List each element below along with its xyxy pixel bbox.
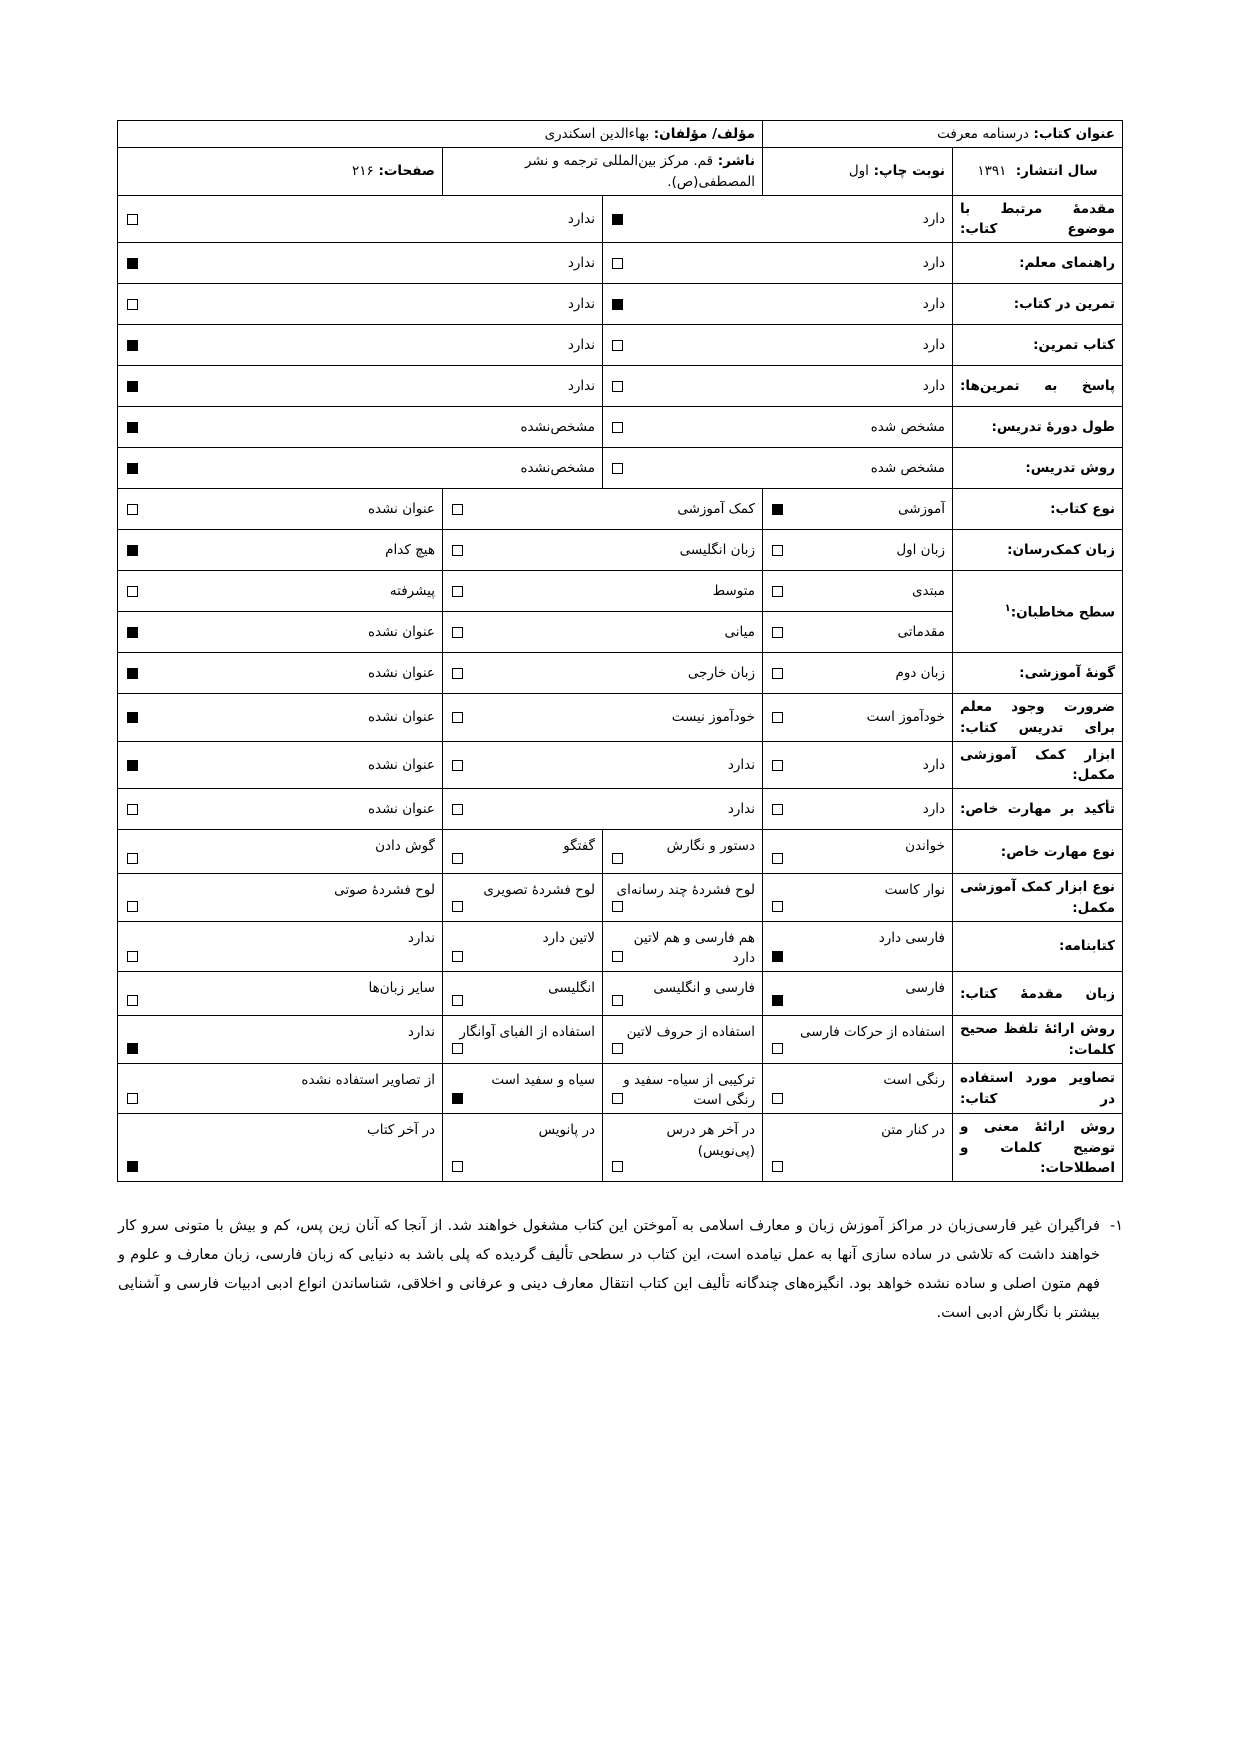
option-label: خودآموز است — [866, 709, 945, 726]
table-row — [117, 366, 1122, 407]
row-label — [953, 1063, 1123, 1114]
table-row — [117, 1114, 1122, 1182]
option-label: استفاده از حرکات فارسی — [800, 1024, 945, 1041]
checkbox-checked-icon[interactable] — [127, 340, 138, 351]
checkbox-checked-icon[interactable] — [127, 1043, 138, 1054]
option-label: ندارد — [567, 337, 595, 354]
row-label — [953, 789, 1123, 830]
option-label: میانی — [724, 624, 755, 641]
option-cell — [602, 448, 952, 489]
pages-value: ۲۱۶ — [351, 163, 374, 180]
option-cell — [117, 1114, 442, 1182]
publication-year-cell — [953, 148, 1123, 196]
option-label: مشخص شده — [870, 460, 945, 477]
option-cell — [602, 325, 952, 366]
option-cell — [442, 530, 762, 571]
book-author-label: مؤلف/ مؤلفان: — [653, 126, 755, 142]
option-label: انگلیسی — [548, 980, 595, 997]
row-label-text: تصاویر مورد استفاده در کتاب: — [960, 1070, 1115, 1107]
row-label-text: ابزار کمک آموزشی مکمل: — [960, 746, 1115, 783]
option-cell — [762, 489, 952, 530]
option-cell — [442, 830, 602, 874]
row-label — [953, 448, 1123, 489]
checkbox-checked-icon[interactable] — [612, 214, 623, 225]
option-cell — [762, 612, 952, 653]
checkbox-icon[interactable] — [127, 901, 138, 912]
option-label: مشخص‌نشده — [520, 460, 595, 477]
option-cell — [762, 741, 952, 789]
row-label — [953, 243, 1123, 284]
option-label: ندارد — [567, 378, 595, 395]
footnote-block — [118, 1212, 1123, 1328]
option-label: نوار کاست — [884, 882, 945, 899]
checkbox-icon[interactable] — [772, 1093, 783, 1104]
option-cell — [602, 284, 952, 325]
option-label: زبان خارجی — [687, 665, 755, 682]
checkbox-icon[interactable] — [452, 760, 463, 771]
option-cell — [442, 972, 602, 1016]
option-cell — [762, 1016, 952, 1064]
option-cell — [442, 1114, 602, 1182]
option-label: در کنار متن — [881, 1122, 945, 1139]
table-row — [117, 243, 1122, 284]
footnote-marker: ۱- — [1109, 1218, 1123, 1234]
option-label: رنگی است — [883, 1071, 945, 1088]
table-row — [117, 789, 1122, 830]
checkbox-icon[interactable] — [452, 901, 463, 912]
option-label: ندارد — [567, 255, 595, 272]
option-cell — [117, 741, 442, 789]
option-label: متوسط — [712, 583, 755, 600]
option-cell — [117, 571, 442, 612]
checkbox-icon[interactable] — [612, 381, 623, 392]
row-label — [953, 921, 1123, 972]
option-label: عنوان نشده — [367, 756, 435, 773]
checkbox-icon[interactable] — [452, 504, 463, 515]
option-label: زبان اول — [896, 542, 945, 559]
checkbox-icon[interactable] — [452, 995, 463, 1006]
row-label — [953, 407, 1123, 448]
option-cell — [442, 694, 762, 742]
row-label-text: نوع ابزار کمک آموزشی مکمل: — [960, 879, 1115, 916]
publisher-cell — [442, 148, 762, 196]
option-cell — [602, 195, 952, 243]
option-label: عنوان نشده — [367, 501, 435, 518]
row-label-text: روش تدریس: — [1025, 460, 1115, 477]
option-cell — [117, 653, 442, 694]
row-label-text: تمرین در کتاب: — [1013, 296, 1115, 313]
option-cell — [602, 830, 762, 874]
option-label: خواندن — [905, 838, 945, 855]
row-label — [953, 571, 1123, 653]
table-row — [117, 407, 1122, 448]
option-label: سیاه و سفید است — [491, 1071, 595, 1088]
option-label: استفاده از حروف لاتین — [626, 1024, 755, 1041]
option-label: در آخر هر درس (پی‌نویس) — [666, 1122, 755, 1159]
table-row — [117, 741, 1122, 789]
table-body — [117, 121, 1122, 1182]
checkbox-icon[interactable] — [452, 853, 463, 864]
option-label: ترکیبی از سیاه- سفید و رنگی است — [623, 1071, 755, 1108]
print-edition-cell — [762, 148, 952, 196]
row-label — [953, 530, 1123, 571]
row-label-text: راهنمای معلم: — [1019, 255, 1115, 272]
option-cell — [762, 789, 952, 830]
row-label-text: سطح مخاطبان: — [1010, 604, 1115, 621]
option-label: ندارد — [727, 801, 755, 818]
checkbox-icon[interactable] — [772, 853, 783, 864]
row-label-text: روش ارائهٔ تلفظ صحیح کلمات: — [960, 1021, 1115, 1058]
checkbox-checked-icon[interactable] — [127, 463, 138, 474]
option-cell — [442, 612, 762, 653]
table-row — [117, 489, 1122, 530]
row-label-text: تأکید بر مهارت خاص: — [960, 801, 1115, 818]
row-label — [953, 741, 1123, 789]
checkbox-icon[interactable] — [127, 1093, 138, 1104]
option-cell — [117, 325, 602, 366]
option-cell — [442, 1063, 602, 1114]
option-label: مقدماتی — [897, 624, 945, 641]
checkbox-checked-icon[interactable] — [127, 760, 138, 771]
checkbox-icon[interactable] — [772, 668, 783, 679]
option-cell — [602, 921, 762, 972]
table-row — [117, 530, 1122, 571]
book-profile-table — [117, 120, 1123, 1182]
option-cell — [762, 694, 952, 742]
option-cell — [117, 448, 602, 489]
option-label: دارد — [922, 801, 945, 818]
option-cell — [117, 1016, 442, 1064]
checkbox-icon[interactable] — [612, 1043, 623, 1054]
checkbox-icon[interactable] — [127, 504, 138, 515]
option-label: دارد — [922, 296, 945, 313]
row-label-text: روش ارائهٔ معنی و توضیح کلمات و اصطلاحات: — [960, 1119, 1115, 1176]
book-title-cell — [762, 121, 1122, 148]
option-cell — [442, 874, 602, 922]
publisher-label: ناشر: — [717, 153, 755, 170]
checkbox-icon[interactable] — [612, 340, 623, 351]
checkbox-checked-icon[interactable] — [772, 951, 783, 962]
option-cell — [117, 489, 442, 530]
option-label: لاتین دارد — [542, 929, 595, 946]
option-cell — [117, 243, 602, 284]
pages-cell — [117, 148, 442, 196]
checkbox-icon[interactable] — [612, 901, 623, 912]
checkbox-icon[interactable] — [772, 1161, 783, 1172]
header-row-publication — [117, 148, 1122, 196]
book-title-value: درسنامه معرفت — [937, 126, 1029, 142]
checkbox-checked-icon[interactable] — [127, 712, 138, 723]
table-row — [117, 448, 1122, 489]
option-label: مشخص‌نشده — [520, 419, 595, 436]
option-cell — [762, 972, 952, 1016]
checkbox-icon[interactable] — [127, 804, 138, 815]
checkbox-icon[interactable] — [772, 627, 783, 638]
checkbox-checked-icon[interactable] — [772, 504, 783, 515]
option-label: دارد — [922, 337, 945, 354]
checkbox-icon[interactable] — [612, 258, 623, 269]
checkbox-checked-icon[interactable] — [452, 1093, 463, 1104]
option-label: ندارد — [567, 210, 595, 227]
row-label — [953, 1114, 1123, 1182]
checkbox-checked-icon[interactable] — [772, 995, 783, 1006]
table-row — [117, 972, 1122, 1016]
option-label: استفاده از الفبای آوانگار — [459, 1024, 595, 1041]
option-label: زبان انگلیسی — [679, 542, 755, 559]
checkbox-icon[interactable] — [452, 951, 463, 962]
option-cell — [117, 612, 442, 653]
option-cell — [762, 571, 952, 612]
option-label: لوح فشردهٔ تصویری — [483, 882, 595, 899]
checkbox-icon[interactable] — [612, 951, 623, 962]
checkbox-icon[interactable] — [452, 804, 463, 815]
option-label: فارسی و انگلیسی — [653, 980, 755, 997]
option-cell — [117, 284, 602, 325]
option-cell — [117, 921, 442, 972]
publication-year-value: ۱۳۹۱ — [977, 163, 1007, 180]
checkbox-icon[interactable] — [772, 760, 783, 771]
checkbox-icon[interactable] — [452, 627, 463, 638]
checkbox-icon[interactable] — [127, 214, 138, 225]
table-row — [117, 1016, 1122, 1064]
row-label — [953, 489, 1123, 530]
checkbox-icon[interactable] — [452, 586, 463, 597]
row-label-text: ضرورت وجود معلم برای تدریس کتاب: — [960, 699, 1115, 736]
table-row — [117, 195, 1122, 243]
row-label-text: طول دورهٔ تدریس: — [991, 419, 1115, 436]
option-label: پیشرفته — [389, 583, 435, 600]
row-label — [953, 830, 1123, 874]
checkbox-checked-icon[interactable] — [127, 258, 138, 269]
option-cell — [117, 407, 602, 448]
option-cell — [762, 653, 952, 694]
option-label: در آخر کتاب — [367, 1122, 435, 1139]
option-label: فارسی دارد — [878, 929, 945, 946]
option-cell — [762, 874, 952, 922]
row-label-text: کتاب تمرین: — [1033, 337, 1115, 354]
checkbox-icon[interactable] — [452, 712, 463, 723]
option-label: لوح فشردهٔ صوتی — [334, 882, 435, 899]
checkbox-checked-icon[interactable] — [127, 545, 138, 556]
option-cell — [117, 1063, 442, 1114]
checkbox-icon[interactable] — [452, 1043, 463, 1054]
option-label: دارد — [922, 255, 945, 272]
checkbox-icon[interactable] — [127, 995, 138, 1006]
checkbox-icon[interactable] — [127, 853, 138, 864]
row-label-text: زبان کمک‌رسان: — [1007, 542, 1115, 559]
table-row — [117, 830, 1122, 874]
option-label: کمک آموزشی — [677, 501, 755, 518]
row-label — [953, 653, 1123, 694]
table-row — [117, 325, 1122, 366]
publication-year-label: سال انتشار: — [1015, 163, 1098, 180]
checkbox-icon[interactable] — [772, 804, 783, 815]
table-row — [117, 571, 1122, 612]
row-label-text: نوع مهارت خاص: — [1000, 843, 1115, 860]
checkbox-checked-icon[interactable] — [127, 627, 138, 638]
option-cell — [117, 366, 602, 407]
option-cell — [602, 874, 762, 922]
checkbox-icon[interactable] — [772, 586, 783, 597]
checkbox-icon[interactable] — [772, 712, 783, 723]
row-label — [953, 195, 1123, 243]
row-label — [953, 366, 1123, 407]
option-label: ندارد — [407, 1024, 435, 1041]
checkbox-icon[interactable] — [452, 668, 463, 679]
row-label-text: گونهٔ آموزشی: — [1019, 665, 1115, 682]
option-label: عنوان نشده — [367, 709, 435, 726]
option-cell — [442, 921, 602, 972]
checkbox-checked-icon[interactable] — [127, 422, 138, 433]
option-cell — [762, 530, 952, 571]
option-label: دستور و نگارش — [666, 838, 755, 855]
option-label: سایر زبان‌ها — [368, 980, 435, 997]
row-label — [953, 325, 1123, 366]
row-label-text: زبان مقدمهٔ کتاب: — [960, 985, 1115, 1002]
option-label: از تصاویر استفاده نشده — [301, 1071, 435, 1088]
option-label: ندارد — [567, 296, 595, 313]
checkbox-icon[interactable] — [772, 1043, 783, 1054]
checkbox-icon[interactable] — [127, 299, 138, 310]
checkbox-icon[interactable] — [612, 995, 623, 1006]
table-row — [117, 921, 1122, 972]
checkbox-icon[interactable] — [612, 1093, 623, 1104]
option-cell — [117, 195, 602, 243]
option-label: آموزشی — [897, 501, 945, 518]
table-row — [117, 874, 1122, 922]
option-cell — [602, 1114, 762, 1182]
row-label — [953, 972, 1123, 1016]
option-label: فارسی — [905, 980, 945, 997]
book-author-cell — [117, 121, 762, 148]
option-label: دارد — [922, 210, 945, 227]
option-cell — [442, 741, 762, 789]
checkbox-icon[interactable] — [127, 951, 138, 962]
option-cell — [442, 789, 762, 830]
checkbox-checked-icon[interactable] — [127, 668, 138, 679]
checkbox-icon[interactable] — [612, 463, 623, 474]
footnote-ref: ۱ — [1004, 602, 1011, 614]
option-cell — [442, 653, 762, 694]
row-label-text: کتابنامه: — [1058, 938, 1115, 955]
book-title-label: عنوان کتاب: — [1033, 126, 1115, 142]
row-label — [953, 284, 1123, 325]
option-cell — [602, 972, 762, 1016]
option-cell — [442, 1016, 602, 1064]
option-label: لوح فشردهٔ چند رسانه‌ای — [616, 882, 755, 899]
option-label: دارد — [922, 378, 945, 395]
checkbox-icon[interactable] — [127, 586, 138, 597]
option-cell — [117, 830, 442, 874]
table-row — [117, 1063, 1122, 1114]
option-cell — [762, 830, 952, 874]
option-cell — [117, 530, 442, 571]
row-label-text: نوع کتاب: — [1050, 501, 1115, 518]
checkbox-icon[interactable] — [772, 901, 783, 912]
table-row — [117, 284, 1122, 325]
option-label: هم فارسی و هم لاتین دارد — [633, 929, 755, 966]
option-cell — [602, 366, 952, 407]
checkbox-icon[interactable] — [452, 1161, 463, 1172]
option-cell — [117, 789, 442, 830]
option-label: ندارد — [727, 756, 755, 773]
table-row — [117, 653, 1122, 694]
option-label: گوش دادن — [375, 838, 435, 855]
publisher-value: قم. مرکز بین‌المللی ترجمه و نشر المصطفی(ص). — [524, 153, 755, 190]
checkbox-icon[interactable] — [612, 1161, 623, 1172]
option-cell — [442, 571, 762, 612]
option-cell — [602, 407, 952, 448]
option-label: عنوان نشده — [367, 665, 435, 682]
checkbox-icon[interactable] — [772, 545, 783, 556]
checkbox-icon[interactable] — [612, 422, 623, 433]
option-cell — [602, 243, 952, 284]
pages-label: صفحات: — [378, 163, 435, 180]
option-cell — [117, 874, 442, 922]
footnote-text: فراگیران غیر فارسی‌زبان در مراکز آموزش زبان و معارف اسلامی به آموختن این کتاب مشغول خواهند شد. از آنجا که آنان زین پس، کم و بیش با متونی سرو کار خواهند داشت که تلاشی در ساده سازی آنها به عمل نیامده است، این کتاب در سطحی تألیف گردیده که پلی باشد به دنیایی که زبان فارسی، زبان معارف و علوم و فهم متون اصلی و ساده نشده خواهد بود. انگیزه‌های چندگانه تألیف این کتاب انتقال معارف دینی و عرفانی و اخلاقی، شناساندن انواع ادبی ادبیات فارسی و آشنایی بیشتر با نگارش ادبی است. — [118, 1218, 1100, 1321]
book-author-value: بهاءالدین اسکندری — [544, 126, 650, 142]
option-label: مشخص شده — [870, 419, 945, 436]
header-row-title — [117, 121, 1122, 148]
option-label: خودآموز نیست — [671, 709, 755, 726]
table-row — [117, 694, 1122, 742]
option-cell — [442, 489, 762, 530]
option-label: مبتدی — [911, 583, 945, 600]
option-cell — [602, 1016, 762, 1064]
row-label-text: مقدمهٔ مرتبط با موضوع کتاب: — [960, 200, 1115, 237]
option-label: عنوان نشده — [367, 801, 435, 818]
option-cell — [602, 1063, 762, 1114]
checkbox-checked-icon[interactable] — [612, 299, 623, 310]
option-cell — [762, 1114, 952, 1182]
option-label: دارد — [922, 756, 945, 773]
option-cell — [762, 921, 952, 972]
row-label-text: پاسخ به تمرین‌ها: — [960, 378, 1115, 395]
option-cell — [117, 972, 442, 1016]
row-label — [953, 694, 1123, 742]
checkbox-icon[interactable] — [612, 853, 623, 864]
option-label: هیچ کدام — [385, 542, 435, 559]
row-label — [953, 1016, 1123, 1064]
option-label: عنوان نشده — [367, 624, 435, 641]
row-label — [953, 874, 1123, 922]
checkbox-checked-icon[interactable] — [127, 1161, 138, 1172]
option-label: گفتگو — [563, 838, 595, 855]
checkbox-checked-icon[interactable] — [127, 381, 138, 392]
print-edition-value: اول — [848, 163, 869, 180]
option-label: در پانویس — [538, 1122, 595, 1139]
option-label: ندارد — [407, 929, 435, 946]
checkbox-icon[interactable] — [452, 545, 463, 556]
option-label: زبان دوم — [895, 665, 945, 682]
print-edition-label: نوبت چاپ: — [873, 163, 945, 180]
option-cell — [117, 694, 442, 742]
option-cell — [762, 1063, 952, 1114]
